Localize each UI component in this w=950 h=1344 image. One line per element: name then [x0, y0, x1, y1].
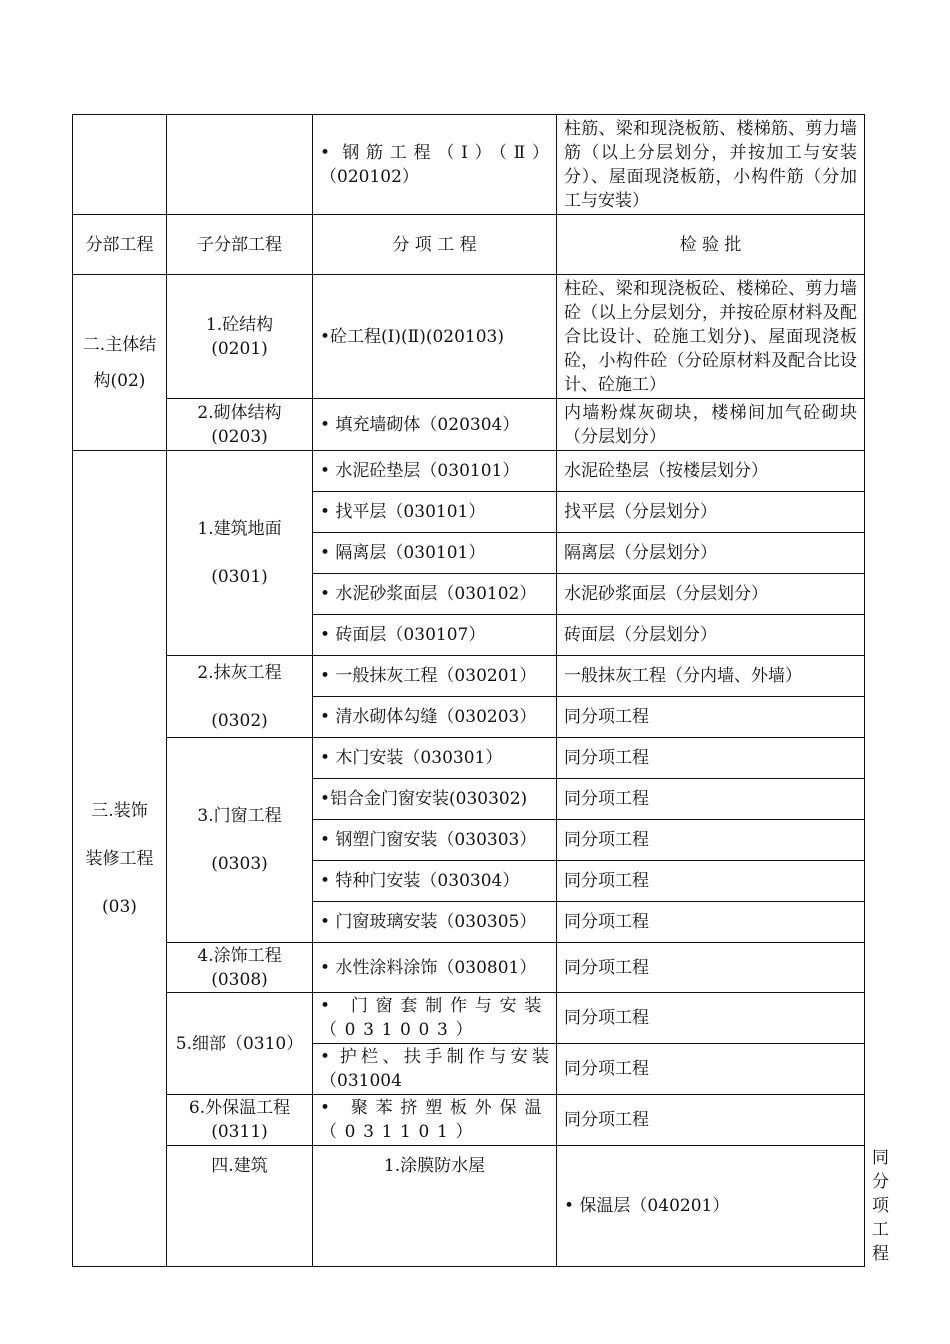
table-row: [73, 451, 865, 492]
subdivision-cell: 6.外保温工程 (0311): [167, 1095, 313, 1146]
subdivision-cell: 4.涂饰工程 (0308): [167, 943, 313, 993]
item-cell: • 保温层（040201）: [557, 1146, 865, 1267]
table-cell: [167, 115, 313, 215]
header-cell-batch: 检 验 批: [557, 215, 865, 275]
table-row: 四.建筑 1.涂膜防水屋 • 保温层（040201） 同分项工程: [73, 1146, 865, 1267]
table-row: [73, 115, 865, 215]
batch-cell: 砖面层（分层划分）: [557, 615, 865, 656]
table-row: [73, 275, 865, 399]
batch-cell: 同分项工程: [557, 943, 865, 993]
item-cell: • 找平层（030101）: [313, 492, 557, 533]
item-cell: • 护栏、扶手制作与安装（031004: [313, 1044, 557, 1095]
batch-cell: 同分项工程: [557, 820, 865, 861]
division-cell: 四.建筑: [167, 1146, 313, 1267]
batch-cell: 同分项工程: [557, 1095, 865, 1146]
item-cell: • 一般抹灰工程（030201）: [313, 656, 557, 697]
table-row: [73, 399, 865, 451]
subdivision-cell: 5.细部（0310）: [167, 993, 313, 1095]
table-row: [73, 1095, 865, 1146]
item-cell: • 钢筋工程（Ⅰ）（Ⅱ）（020102）: [313, 115, 557, 215]
batch-cell: 同分项工程: [557, 738, 865, 779]
subdivision-cell: 1.涂膜防水屋: [313, 1146, 557, 1267]
division-cell: 二.主体结构(02): [73, 275, 167, 451]
construction-division-table: [72, 114, 889, 1267]
item-cell: • 钢塑门窗安装（030303）: [313, 820, 557, 861]
batch-cell: 隔离层（分层划分）: [557, 533, 865, 574]
item-cell: •铝合金门窗安装(030302): [313, 779, 557, 820]
batch-cell: 找平层（分层划分）: [557, 492, 865, 533]
subdivision-cell: 2.砌体结构 (0203): [167, 399, 313, 451]
item-cell: • 特种门安装（030304）: [313, 861, 557, 902]
item-cell: • 木门安装（030301）: [313, 738, 557, 779]
header-cell-item: 分 项 工 程: [313, 215, 557, 275]
batch-cell: 同分项工程: [557, 861, 865, 902]
batch-cell: 同分项工程: [557, 697, 865, 738]
subdivision-cell: 1.砼结构 (0201): [167, 275, 313, 399]
batch-cell: 水泥砼垫层（按楼层划分）: [557, 451, 865, 492]
subdivision-cell: 1.建筑地面 (0301): [167, 451, 313, 656]
batch-cell: 同分项工程: [557, 779, 865, 820]
item-cell: • 填充墙砌体（020304）: [313, 399, 557, 451]
item-cell: • 门窗玻璃安装（030305）: [313, 902, 557, 943]
table-cell: [73, 115, 167, 215]
item-cell: • 清水砌体勾缝（030203）: [313, 697, 557, 738]
item-cell: • 砖面层（030107）: [313, 615, 557, 656]
header-row: [73, 215, 865, 275]
item-cell: •砼工程(Ⅰ)(Ⅱ)(020103): [313, 275, 557, 399]
batch-cell: 水泥砂浆面层（分层划分）: [557, 574, 865, 615]
item-cell: • 聚苯挤塑板外保温（031101）: [313, 1095, 557, 1146]
table-row: [73, 993, 865, 1044]
item-cell: • 水泥砼垫层（030101）: [313, 451, 557, 492]
batch-cell: 柱砼、梁和现浇板砼、楼梯砼、剪力墙砼（以上分层划分，并按砼原材料及配合比设计、砼施工划分)、屋面现浇板砼，小构件砼（分砼原材料及配合比设计、砼施工）: [557, 275, 865, 399]
table-row: [73, 943, 865, 993]
table-row: [73, 656, 865, 697]
division-cell: 三.装饰 装修工程 (03): [73, 451, 167, 1267]
item-cell: • 门窗套制作与安装（031003）: [313, 993, 557, 1044]
batch-cell: 柱筋、梁和现浇板筋、楼梯筋、剪力墙筋（以上分层划分，并按加工与安装分）、屋面现浇板筋，小构件筋（分加工与安装）: [557, 115, 865, 215]
batch-cell: 内墙粉煤灰砌块，楼梯间加气砼砌块（分层划分）: [557, 399, 865, 451]
item-cell: • 水泥砂浆面层（030102）: [313, 574, 557, 615]
header-cell-division: 分部工程: [73, 215, 167, 275]
batch-cell: 同分项工程: [557, 993, 865, 1044]
subdivision-cell: 2.抹灰工程 (0302): [167, 656, 313, 738]
batch-cell: 同分项工程: [557, 1044, 865, 1095]
item-cell: • 隔离层（030101）: [313, 533, 557, 574]
header-cell-subdivision: 子分部工程: [167, 215, 313, 275]
subdivision-cell: 3.门窗工程 (0303): [167, 738, 313, 943]
batch-cell: 同分项工程: [557, 902, 865, 943]
item-cell: • 水性涂料涂饰（030801）: [313, 943, 557, 993]
batch-cell: 一般抹灰工程（分内墙、外墙）: [557, 656, 865, 697]
table-row: [73, 738, 865, 779]
